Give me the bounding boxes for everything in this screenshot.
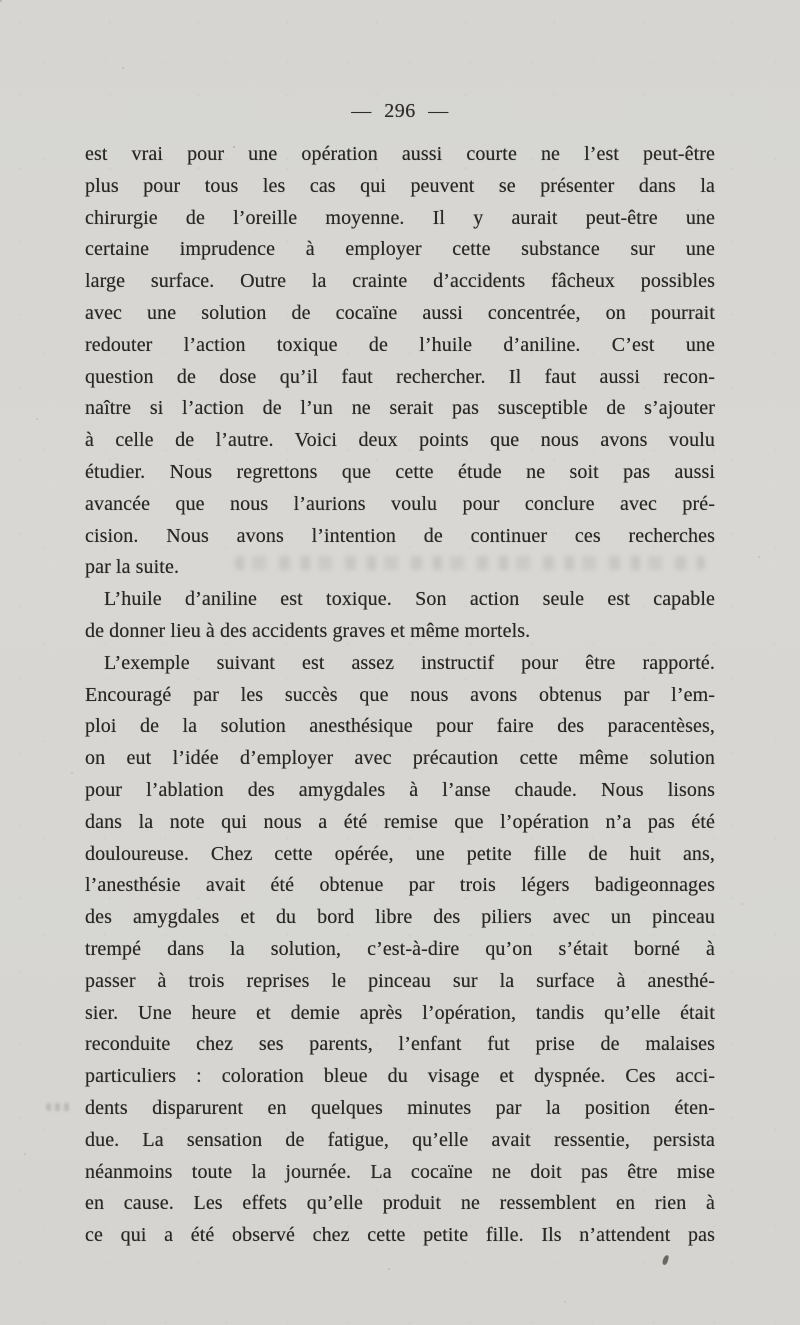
text-line: pour l’ablation des amygdales à l’anse chaude. Nous lisons: [85, 778, 715, 801]
text-line: reconduite chez ses parents, l’enfant fut prise de malaises: [85, 1033, 715, 1056]
text-line: due. La sensation de fatigue, qu’elle avait ressentie, persista: [85, 1128, 715, 1151]
text-line: trempé dans la solution, c’est-à-dire qu’on s’était borné à: [85, 937, 715, 960]
text-line: certaine imprudence à employer cette substance sur une: [85, 238, 715, 261]
text-line: sier. Une heure et demie après l’opération, tandis qu’elle était: [85, 1001, 715, 1024]
text-line: plus pour tous les cas qui peuvent se présenter dans la: [85, 174, 715, 197]
ink-speck: [662, 1255, 669, 1266]
text-line: redouter l’action toxique de l’huile d’aniline. C’est une: [85, 333, 715, 356]
text-line: l’anesthésie avait été obtenue par trois légers badigeonnages: [85, 874, 715, 897]
text-line: par la suite.: [85, 556, 180, 579]
text-line: des amygdales et du bord libre des piliers avec un pinceau: [85, 906, 715, 929]
text-line: étudier. Nous regrettons que cette étude ne soit pas aussi: [85, 460, 715, 483]
text-line: à celle de l’autre. Voici deux points que nous avons voulu: [85, 429, 715, 452]
text-line: avancée que nous l’aurions voulu pour conclure avec pré-: [85, 492, 715, 515]
text-line: néanmoins toute la journée. La cocaïne ne doit pas être mise: [85, 1160, 715, 1183]
text-line: de donner lieu à des accidents graves et même mortels.: [85, 619, 531, 642]
text-line: L’exemple suivant est assez instructif pour être rapporté.: [104, 651, 715, 674]
text-block: [85, 139, 715, 1252]
paper-dust-specks: [0, 0, 2, 2]
text-line: ce qui a été observé chez cette petite fille. Ils n’attendent pas: [85, 1224, 715, 1247]
text-line: L’huile d’aniline est toxique. Son action seule est capable: [104, 588, 715, 611]
text-line: on eut l’idée d’employer avec précaution cette même solution: [85, 747, 715, 770]
text-line: douloureuse. Chez cette opérée, une petite fille de huit ans,: [85, 842, 715, 865]
text-line: passer à trois reprises le pinceau sur la surface à anesthé-: [85, 969, 715, 992]
text-line: particuliers : coloration bleue du visage et dyspnée. Ces acci-: [85, 1065, 715, 1088]
text-line: en cause. Les effets qu’elle produit ne ressemblent en rien à: [85, 1192, 715, 1215]
text-line: dans la note qui nous a été remise que l’opération n’a pas été: [85, 810, 715, 833]
text-line: Encouragé par les succès que nous avons obtenus par l’em-: [85, 683, 715, 706]
text-line: chirurgie de l’oreille moyenne. Il y aurait peut-être une: [85, 206, 715, 229]
text-line: large surface. Outre la crainte d’accidents fâcheux possibles: [85, 270, 715, 293]
margin-smudge-artifact: [46, 1103, 72, 1111]
text-line: cision. Nous avons l’intention de continuer ces recherches: [85, 524, 715, 547]
text-line: question de dose qu’il faut rechercher. Il faut aussi recon-: [85, 365, 715, 388]
page-number: — 296 —: [351, 100, 449, 122]
text-line: naître si l’action de l’un ne serait pas susceptible de s’ajouter: [85, 397, 715, 420]
text-line: avec une solution de cocaïne aussi concentrée, on pourrait: [85, 301, 715, 324]
text-line: dents disparurent en quelques minutes par la position éten-: [85, 1096, 715, 1119]
text-line: ploi de la solution anesthésique pour faire des paracentèses,: [85, 715, 715, 738]
text-line: est vrai pour une opération aussi courte ne l’est peut-être: [85, 143, 715, 165]
